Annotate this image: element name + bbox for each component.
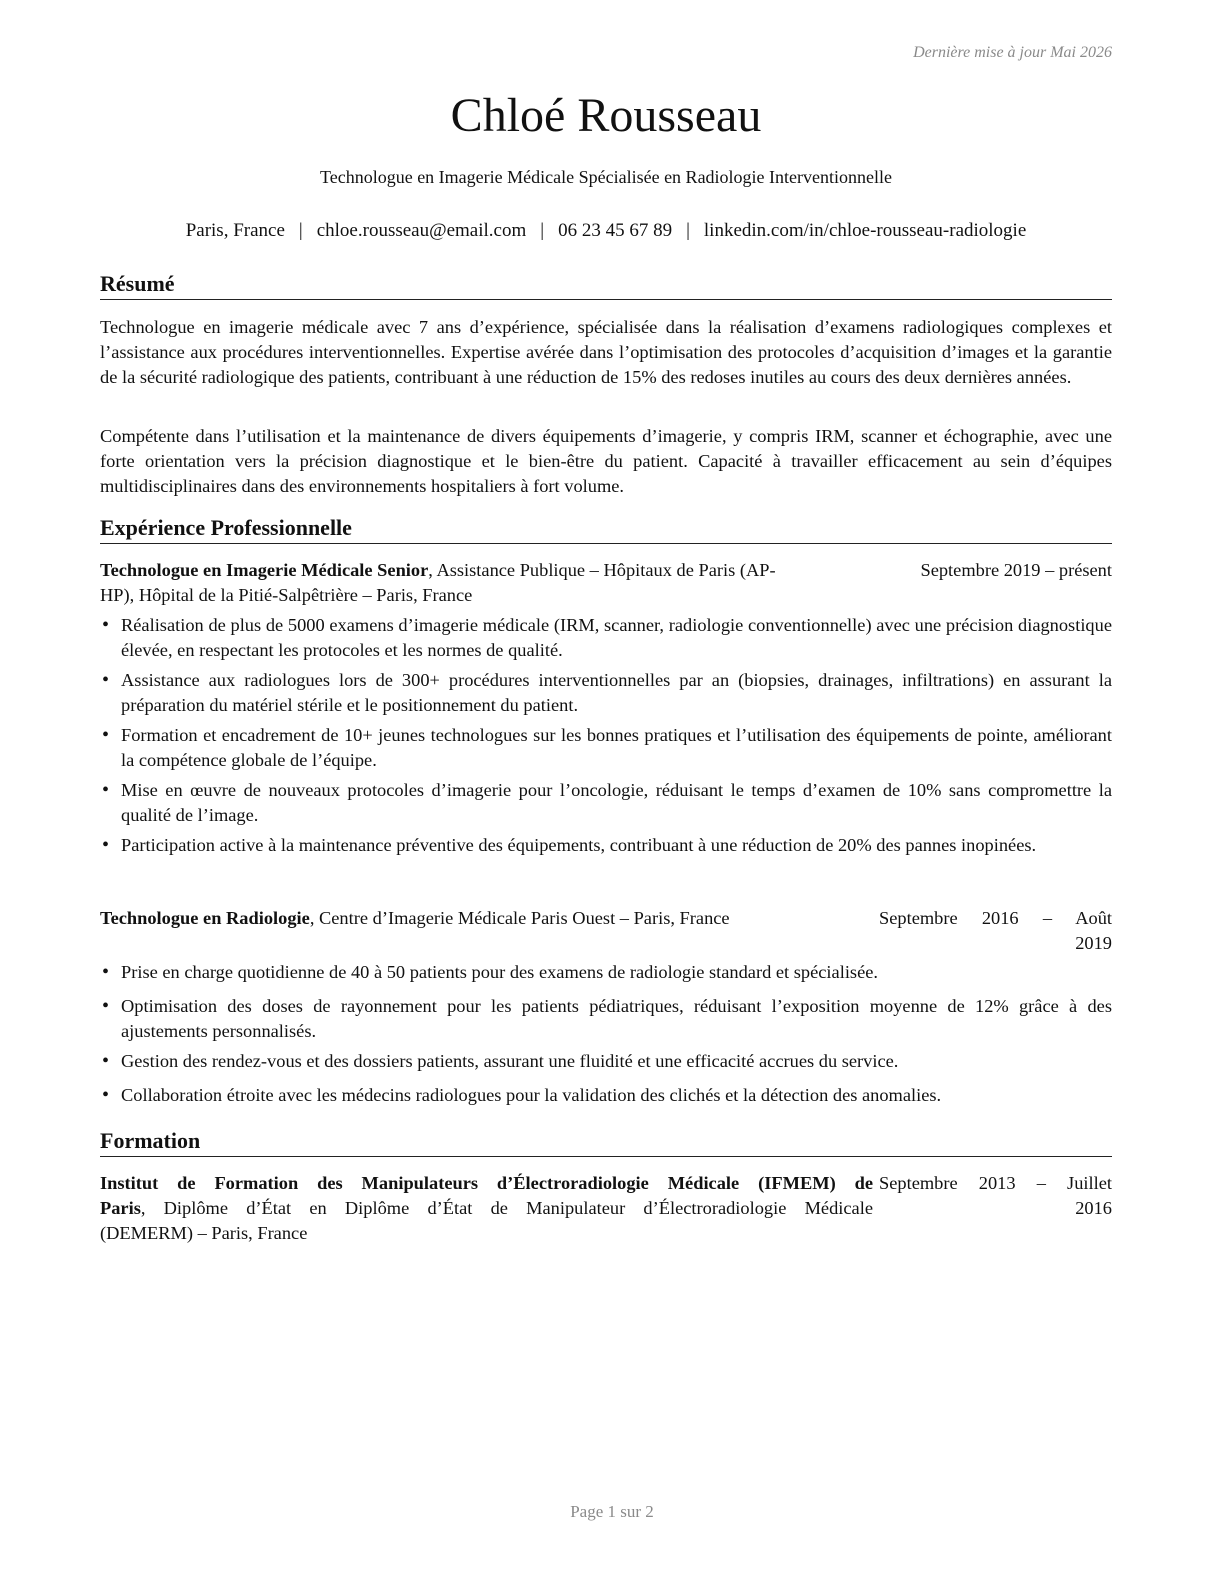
education-dates (879, 1171, 1112, 1246)
job-dates-line1: Septembre 2016 – Août (879, 908, 1112, 928)
job-org-line1: , Centre d’Imagerie Médicale Paris Ouest – Paris, France (309, 908, 730, 928)
summary-paragraph-2: Compétente dans l’utilisation et la maintenance de divers équipements d’imagerie, y compris IRM, scanner et échographie, avec une forte orientation vers la précision diagnostique et le bien-être du patient. Capacité à travailler efficacement au sein d’équipes multidisciplinaires dans des environnements hospitaliers à fort volume. (100, 426, 1112, 496)
contact-separator: | (686, 220, 690, 241)
list-item: • Gestion des rendez-vous et des dossiers patients, assurant une fluidité et une efficacité accrues du service. (100, 1049, 1112, 1074)
list-item: • Collaboration étroite avec les médecins radiologues pour la validation des clichés et la détection des anomalies. (100, 1083, 1112, 1108)
job-header (100, 906, 1112, 956)
job-bullets (100, 960, 1112, 1108)
education-school (100, 1171, 879, 1246)
contact-linkedin[interactable]: linkedin.com/in/chloe-rousseau-radiologie (703, 220, 1027, 241)
job-role: Technologue en Imagerie Médicale Senior (100, 560, 429, 580)
job-entry-1 (100, 558, 1112, 858)
contact-phone[interactable]: 06 23 45 67 89 (558, 220, 673, 241)
education-entry (100, 1171, 1112, 1246)
job-org (100, 906, 879, 956)
education-school-line1: Institut de Formation des Manipulateurs d’Électroradiologie Médicale (IFMEM) de (100, 1173, 873, 1193)
education-degree-line2: , Diplôme d’État en Diplôme d’État de Manipulateur d’Électroradiologie Médicale (140, 1198, 873, 1218)
education-heading: Formation (100, 1127, 1112, 1157)
education-degree-line3: (DEMERM) – Paris, France (100, 1223, 308, 1243)
list-item: • Optimisation des doses de rayonnement pour les patients pédiatriques, réduisant l’exposition moyenne de 12% grâce à des ajustements personnalisés. (100, 994, 1112, 1044)
summary-heading: Résumé (100, 270, 1112, 300)
list-item: • Formation et encadrement de 10+ jeunes technologues sur les bonnes pratiques et l’utilisation des équipements de pointe, améliorant la compétence globale de l’équipe. (100, 723, 1112, 773)
contact-email[interactable]: chloe.rousseau@email.com (316, 220, 527, 241)
contact-location: Paris, France (185, 220, 285, 241)
education-header (100, 1171, 1112, 1246)
contact-separator: | (298, 220, 303, 241)
job-org-line2: HP), Hôpital de la Pitié-Salpêtrière – Paris, France (100, 585, 473, 605)
last-updated: Dernière mise à jour Mai 2026 (913, 44, 1112, 61)
candidate-title: Technologue en Imagerie Médicale Spécialisée en Radiologie Interventionnelle (319, 167, 892, 187)
education-school-line2: Paris (100, 1198, 141, 1218)
education-dates-line1: Septembre 2013 – Juillet (879, 1173, 1112, 1193)
candidate-name: Chloé Rousseau (450, 89, 762, 142)
job-role: Technologue en Radiologie (100, 908, 310, 928)
list-item: • Mise en œuvre de nouveaux protocoles d’imagerie pour l’oncologie, réduisant le temps d’examen de 10% sans compromettre la qualité de l’image. (100, 778, 1112, 828)
list-item: • Prise en charge quotidienne de 40 à 50 patients pour des examens de radiologie standard et spécialisée. (100, 960, 1112, 985)
job-header (100, 558, 1112, 583)
experience-heading: Expérience Professionnelle (100, 514, 1112, 544)
job-entry-2 (100, 906, 1112, 1108)
contact-separator: | (540, 220, 545, 241)
page-number: Page 1 sur 2 (570, 1502, 654, 1521)
job-dates: Septembre 2019 – présent (920, 560, 1112, 580)
list-item: • Assistance aux radiologues lors de 300+ procédures interventionnelles par an (biopsies, drainages, infiltrations) en assurant la préparation du matériel stérile et le positionnement du patient. (100, 668, 1112, 718)
job-org (100, 558, 912, 583)
summary-paragraph-1: Technologue en imagerie médicale avec 7 ans d’expérience, spécialisée dans la réalisation d’examens radiologiques complexes et l’assistance aux procédures interventionnelles. Expertise avérée dans l’optimisation des protocoles d’acquisition d’images et la garantie de la sécurité radiologique des patients, contribuant à une réduction de 15% des redoses inutiles au cours des deux dernières années. (100, 317, 1112, 387)
education-dates-line2: 2016 (1075, 1198, 1112, 1218)
list-item: • Réalisation de plus de 5000 examens d’imagerie médicale (IRM, scanner, radiologie conventionnelle) avec une précision diagnostique élevée, en respectant les protocoles et les normes de qualité. (100, 613, 1112, 663)
job-dates-line2: 2019 (1075, 933, 1112, 953)
contact-line (100, 220, 1112, 242)
job-bullets (100, 613, 1112, 858)
job-org-line1: , Assistance Publique – Hôpitaux de Paris (AP- (428, 560, 776, 580)
job-dates (879, 906, 1112, 956)
list-item: • Participation active à la maintenance préventive des équipements, contribuant à une réduction de 20% des pannes inopinées. (100, 833, 1112, 858)
